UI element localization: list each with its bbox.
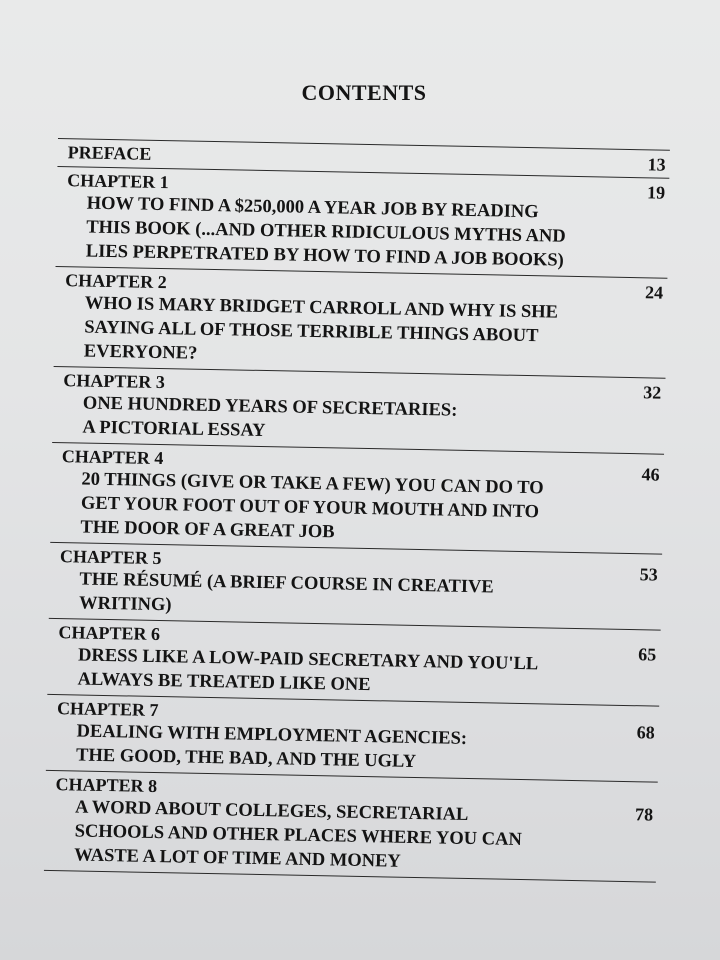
table-of-contents: [44, 138, 670, 883]
entry-title-line: EVERYONE?: [83, 341, 198, 364]
toc-entry: [56, 166, 670, 278]
page-number: 53: [639, 564, 658, 585]
page-number: 24: [644, 282, 664, 303]
entry-title-line: ONE HUNDRED YEARS OF SECRETARIES:: [82, 393, 458, 421]
entry-label: CHAPTER 1: [66, 170, 169, 193]
entry-title-line: A PICTORIAL ESSAY: [82, 417, 266, 442]
entry-label: CHAPTER 5: [59, 546, 162, 569]
page-number: 68: [636, 722, 655, 743]
entry-label: CHAPTER 4: [61, 446, 164, 469]
entry-title-line: ALWAYS BE TREATED LIKE ONE: [77, 669, 371, 696]
entry-title-line: THE RÉSUMÉ (A BRIEF COURSE IN CREATIVE: [79, 569, 494, 598]
page-number: 65: [638, 644, 657, 665]
toc-entry: [47, 618, 660, 706]
entry-title-line: THE GOOD, THE BAD, AND THE UGLY: [75, 745, 417, 772]
entry-title-line: SAYING ALL OF THOSE TERRIBLE THINGS ABOUT: [84, 317, 539, 347]
toc-entry: [49, 542, 662, 630]
toc-entry: [44, 770, 658, 882]
entry-title-line: LIES PERPETRATED BY HOW TO FIND A JOB BOOKS): [85, 241, 564, 271]
entry-title-line: HOW TO FIND A $250,000 A YEAR JOB BY READING: [86, 193, 539, 223]
entry-title-line: 20 THINGS (GIVE OR TAKE A FEW) YOU CAN DO TO: [81, 469, 544, 499]
entry-title-line: WASTE A LOT OF TIME AND MONEY: [74, 845, 401, 872]
entry-title-line: THE DOOR OF A GREAT JOB: [80, 517, 335, 543]
page-number: 32: [643, 382, 662, 403]
page-number: 19: [646, 182, 666, 203]
entry-label: CHAPTER 2: [65, 270, 167, 293]
entry-title-line: DEALING WITH EMPLOYMENT AGENCIES:: [76, 721, 468, 749]
entry-label: CHAPTER 8: [55, 774, 158, 797]
entry-title-line: SCHOOLS AND OTHER PLACES WHERE YOU CAN: [74, 821, 522, 851]
entry-label: PREFACE: [67, 142, 152, 164]
entry-label: CHAPTER 3: [63, 370, 166, 393]
entry-title-line: THIS BOOK (...AND OTHER RIDICULOUS MYTHS AND: [86, 217, 566, 247]
entry-label: CHAPTER 6: [58, 622, 161, 645]
toc-entry: [52, 366, 665, 454]
toc-entry: [54, 266, 668, 378]
entry-title-line: WHO IS MARY BRIDGET CARROLL AND WHY IS SHE: [84, 293, 559, 323]
entry-label: CHAPTER 7: [56, 698, 159, 721]
entry-title-line: WRITING): [78, 593, 172, 616]
entry-title-line: GET YOUR FOOT OUT OF YOUR MOUTH AND INTO: [80, 493, 540, 523]
toc-entry: [46, 694, 659, 782]
page-number: 46: [641, 464, 660, 485]
page-title: CONTENTS: [301, 80, 427, 105]
page-number: 13: [647, 154, 666, 175]
entry-title-line: A WORD ABOUT COLLEGES, SECRETARIAL: [74, 797, 469, 825]
entry-title-line: DRESS LIKE A LOW-PAID SECRETARY AND YOU'LL: [77, 645, 539, 675]
page-number: 78: [634, 804, 654, 825]
toc-entry: [50, 442, 664, 554]
